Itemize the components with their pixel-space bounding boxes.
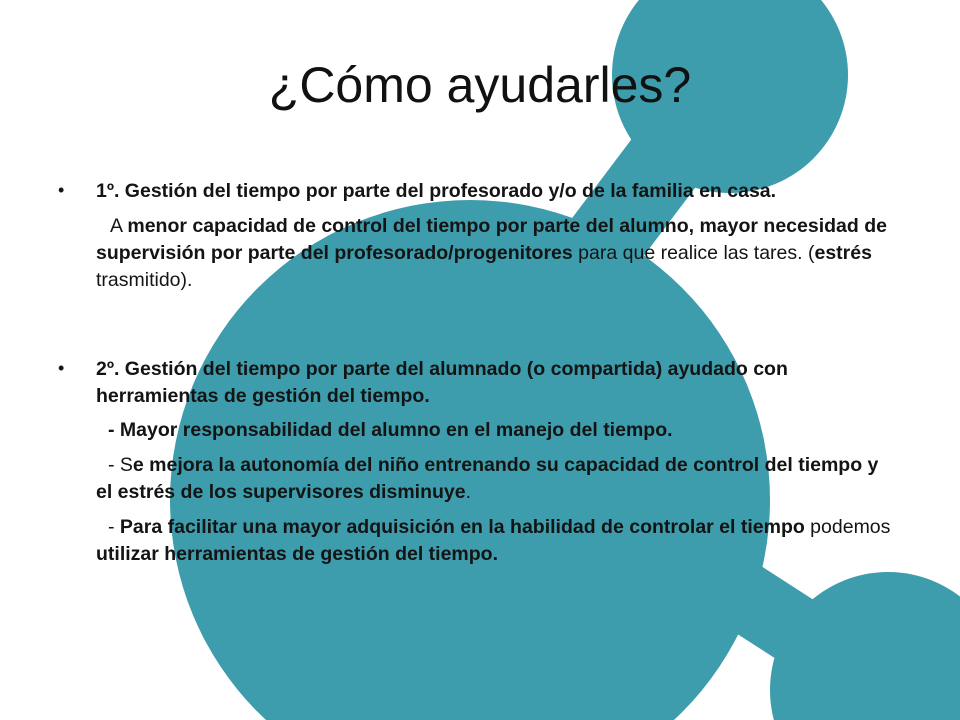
bullet-2-point-2 — [58, 452, 898, 506]
bullet-1-paragraph — [58, 213, 898, 294]
text-run: A — [110, 214, 128, 237]
bullet-item-2 — [58, 356, 898, 410]
bullet-item-1 — [58, 178, 898, 205]
bold-run: utilizar herramientas de gestión del tiempo. — [96, 543, 499, 566]
text-run: . — [465, 481, 472, 504]
slide-title: ¿Cómo ayudarles? — [268, 57, 692, 113]
bold-run: menor capacidad de control del tiempo por parte del alumno, mayor necesidad de supervisión por parte del profesorado/progenitores — [96, 214, 887, 264]
text-run: para que realice las tares. ( — [572, 241, 815, 264]
text-run: - S — [108, 454, 133, 477]
bullet-2-heading: 2º. Gestión del tiempo por parte del alumnado (o compartida) ayudado con herramientas de gestión del tiempo. — [96, 357, 788, 407]
bold-run: e mejora la autonomía del niño entrenando su capacidad de control del tiempo y el estrés de los supervisores disminuye — [96, 454, 879, 504]
text-run: podemos — [804, 516, 891, 539]
bullet-glyph: • — [58, 357, 65, 378]
bold-run: estrés — [814, 241, 872, 264]
bullet-1-heading: 1º. Gestión del tiempo por parte del profesorado y/o de la familia en casa. — [96, 180, 777, 202]
bullet-glyph: • — [58, 180, 65, 200]
bold-run: - Mayor responsabilidad del alumno en el manejo del tiempo. — [108, 419, 673, 442]
bold-run: Para facilitar una mayor adquisición en la habilidad de controlar el tiempo — [119, 516, 805, 539]
bullet-2-point-1 — [58, 417, 898, 444]
text-run: trasmitido). — [96, 268, 193, 291]
text-run: - — [108, 516, 120, 539]
bullet-2-point-3 — [58, 514, 898, 568]
slide-content — [58, 178, 898, 568]
